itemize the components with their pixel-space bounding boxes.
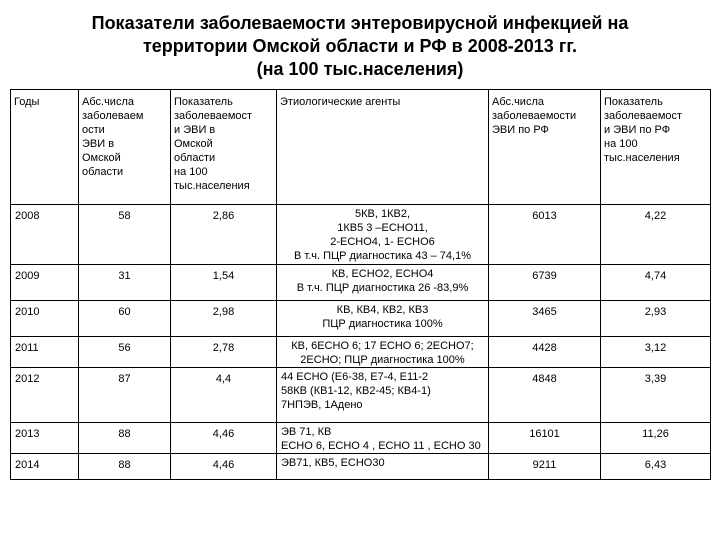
title-line-1: Показатели заболеваемости энтеровирусной инфекцией на	[91, 13, 629, 33]
cell-rate-omsk: 4,46	[171, 423, 277, 454]
table-row	[11, 265, 711, 301]
cell-rate-rf: 4,22	[601, 205, 711, 265]
cell-rate-omsk: 2,98	[171, 301, 277, 337]
cell-abs-rf: 4428	[489, 337, 601, 368]
cell-abs-rf: 6013	[489, 205, 601, 265]
cell-rate-omsk: 2,86	[171, 205, 277, 265]
header-row	[11, 90, 711, 205]
cell-agents: КВ, ECHO2, ECHO4 В т.ч. ПЦР диагностика 26 -83,9%	[277, 265, 489, 301]
cell-abs-omsk: 58	[79, 205, 171, 265]
cell-agents: ЭВ 71, КВ ECHO 6, ECHO 4 , ECHO 11 , ECHO 30	[277, 423, 489, 454]
cell-rate-omsk: 1,54	[171, 265, 277, 301]
title-line-2: территории Омской области и РФ в 2008-2013 гг.	[142, 36, 578, 56]
header-abs-omsk: Абс.числа заболеваем ости ЭВИ в Омской области	[79, 90, 171, 205]
cell-year: 2012	[11, 368, 79, 423]
cell-rate-rf: 3,12	[601, 337, 711, 368]
cell-abs-rf: 3465	[489, 301, 601, 337]
cell-year: 2008	[11, 205, 79, 265]
cell-agents: 44 ECHO (E6-38, E7-4, E11-2 58КВ (КВ1-12, КВ2-45; КВ4-1) 7НПЭВ, 1Адено	[277, 368, 489, 423]
cell-abs-rf: 4848	[489, 368, 601, 423]
cell-abs-rf: 9211	[489, 454, 601, 480]
cell-rate-rf: 6,43	[601, 454, 711, 480]
cell-rate-rf: 11,26	[601, 423, 711, 454]
cell-agents: КВ, КВ4, КВ2, КВ3 ПЦР диагностика 100%	[277, 301, 489, 337]
header-rate-omsk: Показатель заболеваемост и ЭВИ в Омской области на 100 тыс.населения	[171, 90, 277, 205]
cell-abs-omsk: 31	[79, 265, 171, 301]
cell-year: 2010	[11, 301, 79, 337]
header-years: Годы	[11, 90, 79, 205]
cell-abs-omsk: 88	[79, 454, 171, 480]
table-row	[11, 337, 711, 368]
cell-rate-omsk: 4,46	[171, 454, 277, 480]
cell-agents: 5КВ, 1КВ2, 1КВ5 3 –ECHO11, 2-ECHO4, 1- ECHO6 В т.ч. ПЦР диагностика 43 – 74,1%	[277, 205, 489, 265]
cell-agents: ЭВ71, КВ5, ECHO30	[277, 454, 489, 480]
table-row	[11, 454, 711, 480]
cell-year: 2009	[11, 265, 79, 301]
cell-rate-rf: 3,39	[601, 368, 711, 423]
header-agents: Этиологические агенты	[277, 90, 489, 205]
cell-rate-omsk: 2,78	[171, 337, 277, 368]
page-title	[0, 12, 720, 81]
header-abs-rf: Абс.числа заболеваемости ЭВИ по РФ	[489, 90, 601, 205]
table-row	[11, 301, 711, 337]
cell-year: 2011	[11, 337, 79, 368]
table-row	[11, 368, 711, 423]
cell-year: 2013	[11, 423, 79, 454]
cell-year: 2014	[11, 454, 79, 480]
cell-rate-rf: 2,93	[601, 301, 711, 337]
title-line-3: (на 100 тыс.населения)	[256, 59, 464, 79]
cell-agents: КВ, 6ECHO 6; 17 ECHO 6; 2ECHO7; 2ECHO; ПЦР диагностика 100%	[277, 337, 489, 368]
cell-abs-omsk: 56	[79, 337, 171, 368]
cell-abs-rf: 16101	[489, 423, 601, 454]
cell-rate-omsk: 4,4	[171, 368, 277, 423]
table-row	[11, 205, 711, 265]
cell-abs-omsk: 60	[79, 301, 171, 337]
cell-abs-omsk: 88	[79, 423, 171, 454]
table-row	[11, 423, 711, 454]
cell-abs-rf: 6739	[489, 265, 601, 301]
incidence-table	[10, 89, 711, 480]
cell-rate-rf: 4,74	[601, 265, 711, 301]
cell-abs-omsk: 87	[79, 368, 171, 423]
header-rate-rf: Показатель заболеваемост и ЭВИ по РФ на 100 тыс.населения	[601, 90, 711, 205]
